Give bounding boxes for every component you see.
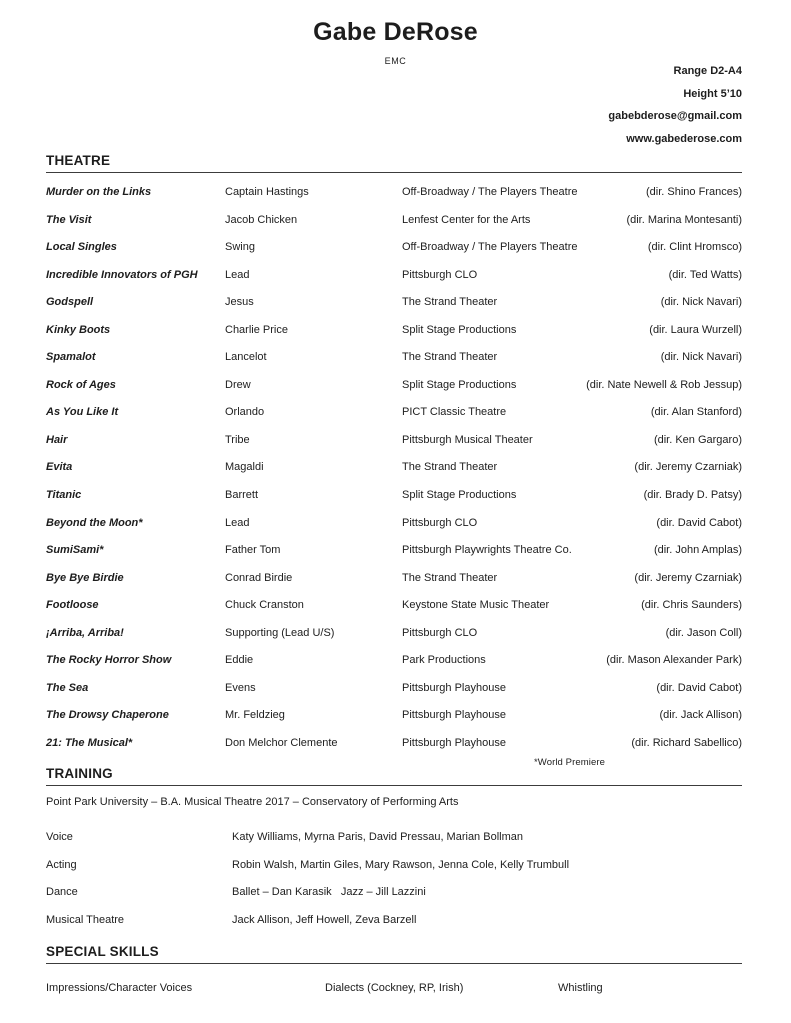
training-row (46, 859, 742, 887)
training-row (46, 886, 742, 914)
training-teachers: Robin Walsh, Martin Giles, Mary Rawson, Jenna Cole, Kelly Trumbull (232, 858, 570, 871)
theatre-credit-row (46, 682, 742, 710)
role-name: Evens (225, 681, 256, 694)
training-row (46, 914, 742, 942)
theatre-credit-row (46, 434, 742, 462)
show-title: Rock of Ages (46, 378, 116, 391)
role-name: Eddie (225, 654, 254, 667)
venue-name: Lenfest Center for the Arts (402, 213, 531, 226)
venue-name: Off-Broadway / The Players Theatre (402, 186, 578, 198)
director-credit: (dir. Clint Hromsco) (647, 241, 742, 254)
venue-name: The Strand Theater (402, 461, 498, 474)
role-name: Lead (225, 268, 250, 281)
theatre-heading-label: THEATRE (46, 153, 111, 168)
venue-name: Keystone State Music Theater (402, 599, 550, 612)
show-title: Godspell (46, 296, 94, 309)
role-name: Lead (225, 516, 250, 529)
contact-block (608, 60, 742, 150)
email: gabebderose@gmail.com (608, 110, 742, 122)
role-name: Tribe (225, 433, 250, 446)
show-title: SumiSami* (46, 544, 104, 557)
theatre-credit-row (46, 737, 742, 765)
role-name: Orlando (225, 406, 265, 419)
special-skills-section (46, 944, 742, 994)
venue-name: Pittsburgh Playhouse (402, 709, 506, 722)
director-credit: (dir. Shino Frances) (646, 186, 742, 198)
theatre-section (46, 153, 742, 764)
show-title: Incredible Innovators of PGH (46, 268, 198, 281)
theatre-credit-row (46, 351, 742, 379)
director-credit: (dir. Ted Watts) (668, 268, 742, 281)
theatre-credit-row (46, 489, 742, 517)
show-title: As You Like It (46, 406, 119, 419)
vocal-range: Range D2-A4 (673, 65, 742, 77)
show-title: Hair (46, 433, 68, 446)
skill-item: Whistling (558, 982, 603, 994)
show-title: The Sea (46, 681, 89, 694)
show-title: Local Singles (46, 241, 117, 254)
show-title: Evita (46, 461, 73, 474)
special-skills-heading-label: SPECIAL SKILLS (46, 944, 159, 959)
union-status: EMC (384, 56, 407, 66)
special-skills-heading (46, 944, 742, 964)
training-teachers: Katy Williams, Myrna Paris, David Pressau, Marian Bollman (232, 831, 523, 843)
role-name: Mr. Feldzieg (225, 709, 285, 722)
training-category: Dance (46, 886, 78, 899)
theatre-credit-row (46, 296, 742, 324)
show-title: Spamalot (46, 351, 96, 364)
website: www.gabederose.com (626, 132, 742, 145)
role-name: Captain Hastings (225, 186, 309, 198)
training-list (46, 831, 742, 941)
director-credit: (dir. Ken Gargaro) (653, 433, 742, 446)
theatre-credit-row (46, 461, 742, 489)
theatre-credits-list (46, 186, 742, 764)
role-name: Swing (225, 241, 255, 254)
skill-item: Dialects (Cockney, RP, Irish) (325, 982, 464, 994)
training-category: Acting (46, 858, 77, 871)
training-heading-label: TRAINING (46, 766, 113, 781)
venue-name: Pittsburgh Playhouse (402, 736, 506, 749)
show-title: Beyond the Moon* (46, 516, 143, 529)
venue-name: Pittsburgh Musical Theater (402, 433, 533, 446)
role-name: Supporting (Lead U/S) (225, 626, 335, 639)
training-category: Musical Theatre (46, 913, 125, 926)
role-name: Drew (225, 378, 251, 391)
theatre-credit-row (46, 269, 742, 297)
theatre-credit-row (46, 709, 742, 737)
role-name: Father Tom (225, 544, 281, 557)
training-teachers: Jack Allison, Jeff Howell, Zeva Barzell (232, 913, 417, 926)
role-name: Magaldi (225, 461, 264, 474)
director-credit: (dir. Chris Saunders) (641, 599, 742, 612)
director-credit: (dir. Jeremy Czarniak) (634, 571, 742, 584)
director-credit: (dir. Nick Navari) (660, 351, 742, 364)
theatre-credit-row (46, 406, 742, 434)
show-title: Bye Bye Birdie (46, 571, 124, 584)
role-name: Barrett (225, 489, 259, 502)
education-line: Point Park University – B.A. Musical Theatre 2017 – Conservatory of Performing Arts (46, 796, 459, 808)
theatre-credit-row (46, 379, 742, 407)
venue-name: Split Stage Productions (402, 323, 517, 336)
venue-name: The Strand Theater (402, 296, 498, 309)
theatre-credit-row (46, 324, 742, 352)
show-title: Kinky Boots (46, 323, 111, 336)
theatre-credit-row (46, 214, 742, 242)
role-name: Lancelot (225, 351, 267, 364)
theatre-credit-row (46, 241, 742, 269)
show-title: Murder on the Links (46, 186, 152, 198)
show-title: 21: The Musical* (46, 736, 133, 749)
venue-name: PICT Classic Theatre (402, 406, 507, 419)
theatre-credit-row (46, 517, 742, 545)
skills-list (46, 982, 742, 994)
director-credit: (dir. Marina Montesanti) (626, 213, 742, 226)
venue-name: Off-Broadway / The Players Theatre (402, 241, 578, 254)
training-teachers: Ballet – Dan Karasik Jazz – Jill Lazzini (232, 886, 426, 899)
theatre-credit-row (46, 599, 742, 627)
theatre-credit-row (46, 544, 742, 572)
director-credit: (dir. Laura Wurzell) (649, 323, 742, 336)
venue-name: Split Stage Productions (402, 378, 517, 391)
training-row (46, 831, 742, 859)
director-credit: (dir. Jeremy Czarniak) (634, 461, 742, 474)
director-credit: (dir. David Cabot) (656, 681, 742, 694)
training-category: Voice (46, 831, 73, 843)
person-name: Gabe DeRose (313, 18, 478, 46)
theatre-heading (46, 153, 742, 173)
venue-name: Pittsburgh CLO (402, 268, 478, 281)
venue-name: Pittsburgh CLO (402, 516, 478, 529)
training-heading (46, 757, 742, 786)
role-name: Charlie Price (225, 323, 288, 336)
venue-name: Pittsburgh Playwrights Theatre Co. (402, 544, 572, 557)
director-credit: (dir. David Cabot) (656, 516, 742, 529)
venue-name: The Strand Theater (402, 351, 498, 364)
director-credit: (dir. Jack Allison) (659, 709, 742, 722)
role-name: Jesus (225, 296, 254, 309)
venue-name: Park Productions (402, 654, 486, 667)
show-title: Titanic (46, 489, 82, 502)
theatre-credit-row (46, 572, 742, 600)
venue-name: The Strand Theater (402, 571, 498, 584)
role-name: Don Melchor Clemente (225, 736, 338, 749)
theatre-credit-row (46, 654, 742, 682)
world-premiere-footnote: *World Premiere (534, 757, 606, 768)
theatre-credit-row (46, 627, 742, 655)
director-credit: (dir. Mason Alexander Park) (606, 654, 742, 667)
height: Height 5’10 (683, 87, 742, 100)
director-credit: (dir. Brady D. Patsy) (643, 489, 742, 502)
role-name: Chuck Cranston (225, 599, 304, 612)
show-title: The Visit (46, 213, 92, 226)
director-credit: (dir. Nate Newell & Rob Jessup) (586, 378, 742, 391)
training-section (46, 757, 742, 941)
show-title: ¡Arriba, Arriba! (46, 626, 124, 639)
role-name: Jacob Chicken (225, 213, 298, 226)
director-credit: (dir. Richard Sabellico) (631, 736, 742, 749)
show-title: The Rocky Horror Show (46, 654, 172, 667)
venue-name: Pittsburgh CLO (402, 626, 478, 639)
director-credit: (dir. Alan Stanford) (650, 406, 742, 419)
director-credit: (dir. John Amplas) (653, 544, 742, 557)
venue-name: Pittsburgh Playhouse (402, 681, 506, 694)
role-name: Conrad Birdie (225, 571, 293, 584)
director-credit: (dir. Jason Coll) (665, 626, 742, 639)
skill-item: Impressions/Character Voices (46, 982, 193, 994)
show-title: Footloose (46, 599, 99, 612)
show-title: The Drowsy Chaperone (46, 709, 169, 722)
director-credit: (dir. Nick Navari) (660, 296, 742, 309)
venue-name: Split Stage Productions (402, 489, 517, 502)
theatre-credit-row (46, 186, 742, 214)
